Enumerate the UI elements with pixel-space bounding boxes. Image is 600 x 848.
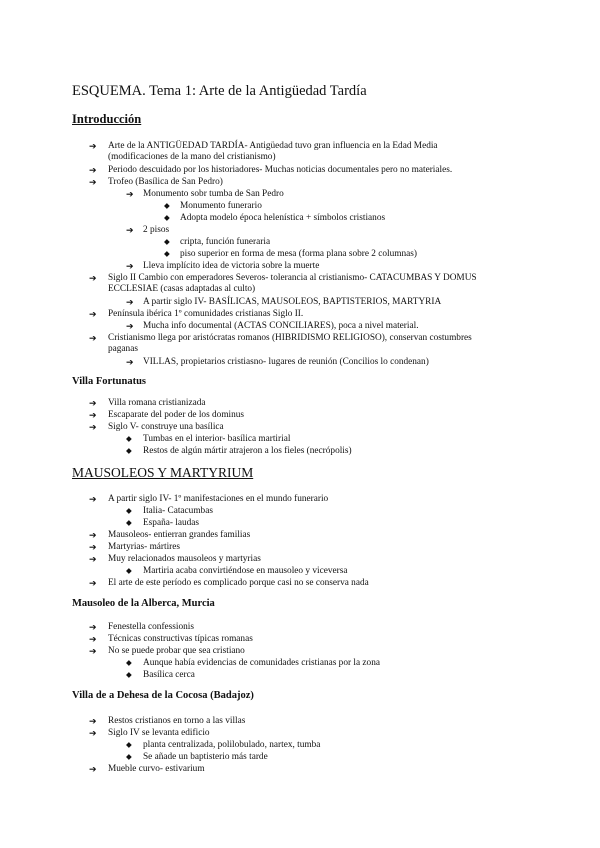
list-item-text: Península ibérica 1º comunidades cristianas Siglo II. [108, 309, 304, 319]
list-item [89, 553, 261, 565]
diamond-bullet-icon: ◆ [164, 249, 170, 258]
arrow-bullet-icon: ➔ [126, 189, 134, 199]
list-item-text: Aunque había evidencias de comunidades cristianas por la zona [143, 658, 380, 668]
arrow-bullet-icon: ➔ [89, 716, 97, 726]
list-item [89, 529, 251, 541]
list-item-text: Escaparate del poder de los dominus [108, 410, 245, 420]
list-item [126, 433, 291, 445]
list-item [126, 224, 170, 236]
list-item-text: Adopta modelo época helenística + símbolos cristianos [180, 213, 386, 223]
list-item [89, 332, 472, 344]
list-item-text: 2 pisos [143, 225, 170, 235]
list-item [89, 763, 205, 775]
list-item [126, 260, 320, 272]
arrow-bullet-icon: ➔ [89, 410, 97, 420]
list-item [164, 200, 262, 212]
list-item [126, 751, 268, 763]
list-item [89, 645, 245, 657]
list-item [164, 248, 417, 260]
list-item-text: España- laudas [143, 518, 200, 528]
diamond-bullet-icon: ◆ [126, 752, 132, 761]
list-item [126, 669, 195, 681]
diamond-bullet-icon: ◆ [126, 566, 132, 575]
arrow-bullet-icon: ➔ [89, 728, 97, 738]
list-item-text: Mausoleos- entierran grandes familias [108, 530, 251, 540]
section-heading-cocosa: Villa de a Dehesa de la Cocosa (Badajoz) [72, 690, 254, 701]
arrow-bullet-icon: ➔ [126, 261, 134, 271]
arrow-bullet-icon: ➔ [126, 297, 134, 307]
list-item-text: Periodo descuidado por los historiadores- Muchas noticias documentales pero no materiales. [108, 165, 453, 175]
list-item [164, 236, 271, 248]
list-item-text: planta centralizada, polilobulado, nartex, tumba [143, 740, 321, 750]
list-item [89, 272, 477, 284]
list-item [126, 296, 442, 308]
list-item [89, 308, 304, 320]
arrow-bullet-icon: ➔ [126, 357, 134, 367]
list-item-text: Muy relacionados mausoleos y martyrias [108, 554, 261, 564]
diamond-bullet-icon: ◆ [126, 446, 132, 455]
list-item-text: Tumbas en el interior- basílica martirial [143, 434, 291, 444]
list-item-text: Siglo II Cambio con emperadores Severos- tolerancia al cristianismo- CATACUMBAS Y DOMUS [108, 273, 477, 283]
list-item [126, 320, 419, 332]
list-item [89, 409, 245, 421]
list-item-text: Trofeo (Basílica de San Pedro) [108, 177, 223, 187]
arrow-bullet-icon: ➔ [89, 422, 97, 432]
list-item [89, 421, 224, 433]
arrow-bullet-icon: ➔ [89, 554, 97, 564]
diamond-bullet-icon: ◆ [126, 740, 132, 749]
arrow-bullet-icon: ➔ [89, 165, 97, 175]
list-item-text: Arte de la ANTIGÜEDAD TARDÍA- Antigüedad tuvo gran influencia en la Edad Media [108, 141, 438, 151]
list-item [89, 140, 438, 152]
list-item [126, 505, 213, 517]
arrow-bullet-icon: ➔ [89, 333, 97, 343]
diamond-bullet-icon: ◆ [126, 670, 132, 679]
arrow-bullet-icon: ➔ [89, 646, 97, 656]
list-item [126, 565, 348, 577]
list-item-text: A partir siglo IV- BASÍLICAS, MAUSOLEOS, BAPTISTERIOS, MARTYRIA [143, 297, 442, 307]
list-item [89, 727, 210, 739]
diamond-bullet-icon: ◆ [164, 237, 170, 246]
list-item-continuation: (modificaciones de la mano del cristianismo) [108, 152, 276, 162]
diamond-bullet-icon: ◆ [164, 213, 170, 222]
list-item-text: Siglo IV se levanta edificio [108, 728, 210, 738]
list-item-text: Mucha info documental (ACTAS CONCILIARES), poca a nivel material. [143, 321, 419, 331]
arrow-bullet-icon: ➔ [89, 494, 97, 504]
list-item-text: Martyrias- mártires [108, 542, 181, 552]
list-item [89, 577, 369, 589]
list-item [126, 739, 321, 751]
list-item-continuation: ECCLESIAE (casas adaptadas al culto) [108, 284, 256, 294]
diamond-bullet-icon: ◆ [126, 658, 132, 667]
list-item-text: El arte de este período es complicado porque casi no se conserva nada [108, 578, 369, 588]
list-item-text: piso superior en forma de mesa (forma plana sobre 2 columnas) [180, 249, 417, 259]
arrow-bullet-icon: ➔ [89, 622, 97, 632]
list-item [89, 621, 194, 633]
section-heading-introduccion: Introducción [72, 112, 142, 126]
list-item [89, 541, 181, 553]
section-heading-villa-fortunatus: Villa Fortunatus [72, 376, 146, 387]
list-item [164, 212, 386, 224]
list-item-text: Lleva implícito idea de victoria sobre la muerte [143, 261, 320, 271]
document-title: ESQUEMA. Tema 1: Arte de la Antigüedad Tardía [72, 83, 367, 99]
list-item [126, 188, 284, 200]
list-item-text: Basílica cerca [143, 670, 195, 680]
list-item-text: Mueble curvo- estivarium [108, 764, 205, 774]
list-item-text: VILLAS, propietarios cristiasno- lugares de reunión (Concilios lo condenan) [143, 357, 429, 367]
list-item [89, 176, 223, 188]
list-item-text: Monumento sobr tumba de San Pedro [143, 189, 284, 199]
list-item [89, 164, 453, 176]
list-item [126, 356, 429, 368]
list-item-text: No se puede probar que sea cristiano [108, 646, 245, 656]
list-item-continuation: paganas [108, 344, 138, 354]
arrow-bullet-icon: ➔ [89, 530, 97, 540]
list-item-text: cripta, función funeraria [180, 237, 271, 247]
list-item [89, 633, 253, 645]
list-item [126, 445, 352, 457]
list-item [89, 493, 329, 505]
diamond-bullet-icon: ◆ [126, 506, 132, 515]
diamond-bullet-icon: ◆ [126, 518, 132, 527]
list-item-text: Restos cristianos en torno a las villas [108, 716, 246, 726]
list-item [126, 517, 200, 529]
list-item-text: Villa romana cristianizada [108, 398, 206, 408]
list-item-text: Italia- Catacumbas [143, 506, 213, 516]
arrow-bullet-icon: ➔ [89, 578, 97, 588]
list-item [89, 715, 246, 727]
section-heading-alberca: Mausoleo de la Alberca, Murcia [72, 598, 215, 609]
arrow-bullet-icon: ➔ [89, 141, 97, 151]
arrow-bullet-icon: ➔ [89, 542, 97, 552]
list-item-text: Se añade un baptisterio más tarde [143, 752, 268, 762]
diamond-bullet-icon: ◆ [164, 201, 170, 210]
list-item-text: Cristianismo llega por aristócratas romanos (HIBRIDISMO RELIGIOSO), conservan costumbres [108, 333, 472, 343]
list-item-text: A partir siglo IV- 1º manifestaciones en el mundo funerario [108, 494, 329, 504]
list-item [89, 397, 206, 409]
arrow-bullet-icon: ➔ [126, 321, 134, 331]
list-item-text: Técnicas constructivas típicas romanas [108, 634, 253, 644]
list-item-text: Restos de algún mártir atrajeron a los fieles (necrópolis) [143, 446, 352, 456]
arrow-bullet-icon: ➔ [89, 398, 97, 408]
arrow-bullet-icon: ➔ [89, 177, 97, 187]
section-heading-mausoleos: MAUSOLEOS Y MARTYRIUM [72, 465, 254, 480]
list-item-text: Fenestella confessionis [108, 622, 194, 632]
arrow-bullet-icon: ➔ [89, 309, 97, 319]
arrow-bullet-icon: ➔ [126, 225, 134, 235]
diamond-bullet-icon: ◆ [126, 434, 132, 443]
list-item-text: Siglo V- construye una basílica [108, 422, 224, 432]
arrow-bullet-icon: ➔ [89, 634, 97, 644]
arrow-bullet-icon: ➔ [89, 273, 97, 283]
list-item-text: Monumento funerario [180, 201, 262, 211]
arrow-bullet-icon: ➔ [89, 764, 97, 774]
list-item [126, 657, 380, 669]
list-item-text: Martiria acaba convirtiéndose en mausoleo y viceversa [143, 566, 348, 576]
